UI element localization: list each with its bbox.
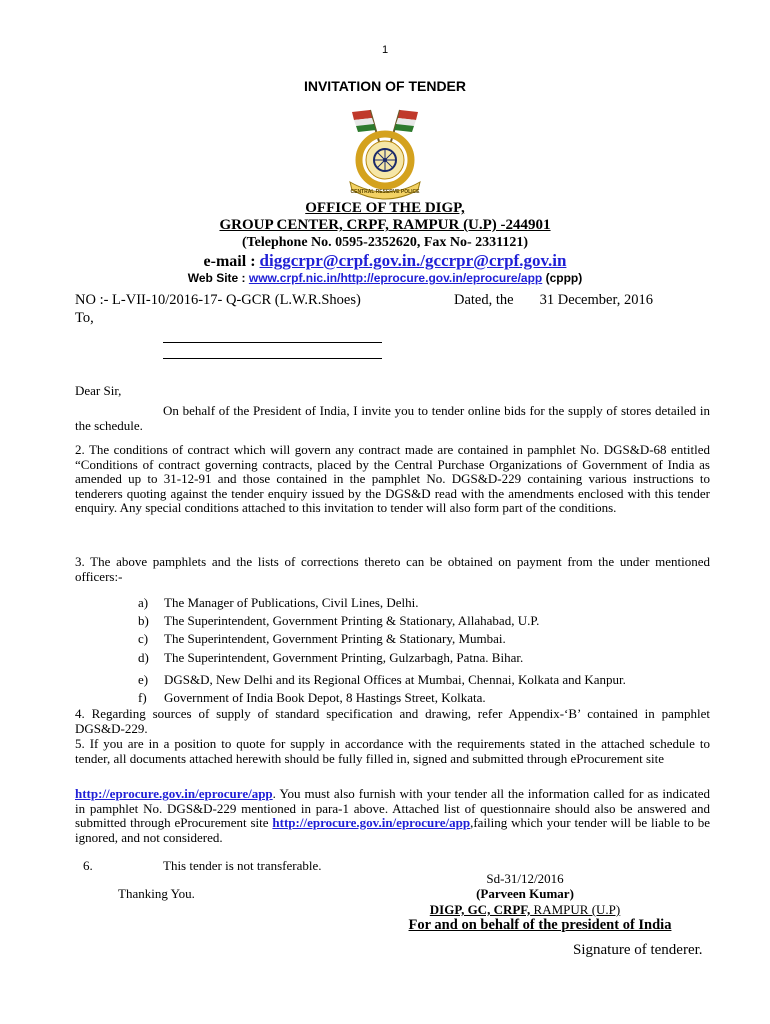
paragraph-5-text-2: ,failing which your tender will be liable to be ignored, and not considered. — [75, 815, 711, 845]
office-heading: OFFICE OF THE DIGP, — [305, 200, 465, 216]
paragraph-1: On behalf of the President of India, I invite you to tender online bids for the supply of stores detailed in the schedule. — [75, 403, 710, 433]
tenderer-signature-label: Signature of tenderer. — [573, 942, 703, 958]
email-link[interactable]: diggcrpr@crpf.gov.in./gccrpr@crpf.gov.in — [259, 251, 567, 270]
salutation: Dear Sir, — [75, 383, 122, 398]
list-item: c) The Superintendent, Government Printing & Stationary, Mumbai. — [138, 631, 506, 646]
to-label: To, — [75, 310, 94, 326]
dated-line — [454, 292, 653, 309]
paragraph-3: 3. The above pamphlets and the lists of corrections thereto can be obtained on payment from the under mentioned officers:- — [75, 554, 710, 584]
website-link[interactable]: www.crpf.nic.in/http://eprocure.gov.in/eprocure/app — [248, 271, 543, 285]
document-title: INVITATION OF TENDER — [303, 78, 467, 94]
dated-label: Dated, the — [454, 292, 514, 308]
paragraph-5-continued — [75, 787, 710, 845]
eprocure-link-1[interactable]: http://eprocure.gov.in/eprocure/app — [75, 786, 273, 801]
paragraph-5: 5. If you are in a position to quote for supply in accordance with the requirements stated in the attached schedule to tender, all documents attached herewith should be fully filled in, signed and submitted through eProcurement site — [75, 736, 710, 766]
list-item: e) DGS&D, New Delhi and its Regional Offices at Mumbai, Chennai, Kolkata and Kanpur. — [138, 672, 626, 687]
paragraph-4: 4. Regarding sources of supply of standard specification and drawing, refer Appendix-‘B’ contained in pamphlet DGS&D-229. — [75, 706, 710, 736]
closing-thanks: Thanking You. — [118, 886, 195, 901]
designation-place: RAMPUR (U.P) — [530, 902, 621, 917]
group-center-heading: GROUP CENTER, CRPF, RAMPUR (U.P) -244901 — [219, 217, 551, 233]
address-blank-line-1 — [163, 342, 382, 343]
list-item: a) The Manager of Publications, Civil Lines, Delhi. — [138, 595, 419, 610]
reference-number: NO :- L-VII-10/2016-17- Q-GCR (L.W.R.Shoes) — [75, 292, 361, 308]
signatory-designation — [380, 902, 670, 918]
paragraph-2: 2. The conditions of contract which will govern any contract made are contained in pamphlet No. DGS&D-68 entitled “Conditions of contract governing contracts, placed by the Central Purchase Organizations of Government of India as amended up to 31-12-91 and those contained in the pamphlet No. DGS&D-229 containing various instructions to tenderers quoting against the tender enquiry issued by the DGS&D read with the amendments enclosed with this tender enquiry. Any special conditions attached to this invitation to tender will also form part of the conditions. — [75, 442, 710, 516]
website-label: Web Site : — [187, 271, 249, 285]
website-suffix: (cppp) — [542, 271, 583, 285]
paragraph-6-text: This tender is not transferable. — [163, 858, 322, 873]
email-line — [0, 251, 770, 271]
list-item: d) The Superintendent, Government Printing, Gulzarbagh, Patna. Bihar. — [138, 650, 524, 665]
dated-value: 31 December, 2016 — [539, 292, 653, 308]
signature-date: Sd-31/12/2016 — [486, 871, 564, 886]
designation-text: DIGP, GC, CRPF, — [429, 902, 531, 917]
address-blank-line-2 — [163, 358, 382, 359]
crpf-emblem-icon — [340, 108, 430, 200]
list-item: b) The Superintendent, Government Printing & Stationary, Allahabad, U.P. — [138, 613, 540, 628]
list-item: f) Government of India Book Depot, 8 Hastings Street, Kolkata. — [138, 690, 486, 705]
email-label: e-mail : — [203, 253, 260, 270]
on-behalf-line: For and on behalf of the president of India — [408, 917, 672, 933]
emblem-scroll-text: CENTRAL RESERVE POLICE — [350, 189, 420, 195]
telephone-line: (Telephone No. 0595-2352620, Fax No- 2331121) — [241, 235, 529, 250]
website-line — [0, 271, 770, 285]
signatory-name: (Parveen Kumar) — [476, 886, 574, 901]
page-number: 1 — [381, 44, 389, 56]
paragraph-6-number: 6. — [83, 858, 93, 873]
paragraph-5-text-1: . You must also furnish with your tender all the information called for as indicated in pamphlet No. DGS&D-229 mentioned in para-1 above. Attached list of questionnaire should also be answered and submitted through eProcurement site — [75, 786, 710, 831]
eprocure-link-2[interactable]: http://eprocure.gov.in/eprocure/app — [272, 815, 471, 831]
